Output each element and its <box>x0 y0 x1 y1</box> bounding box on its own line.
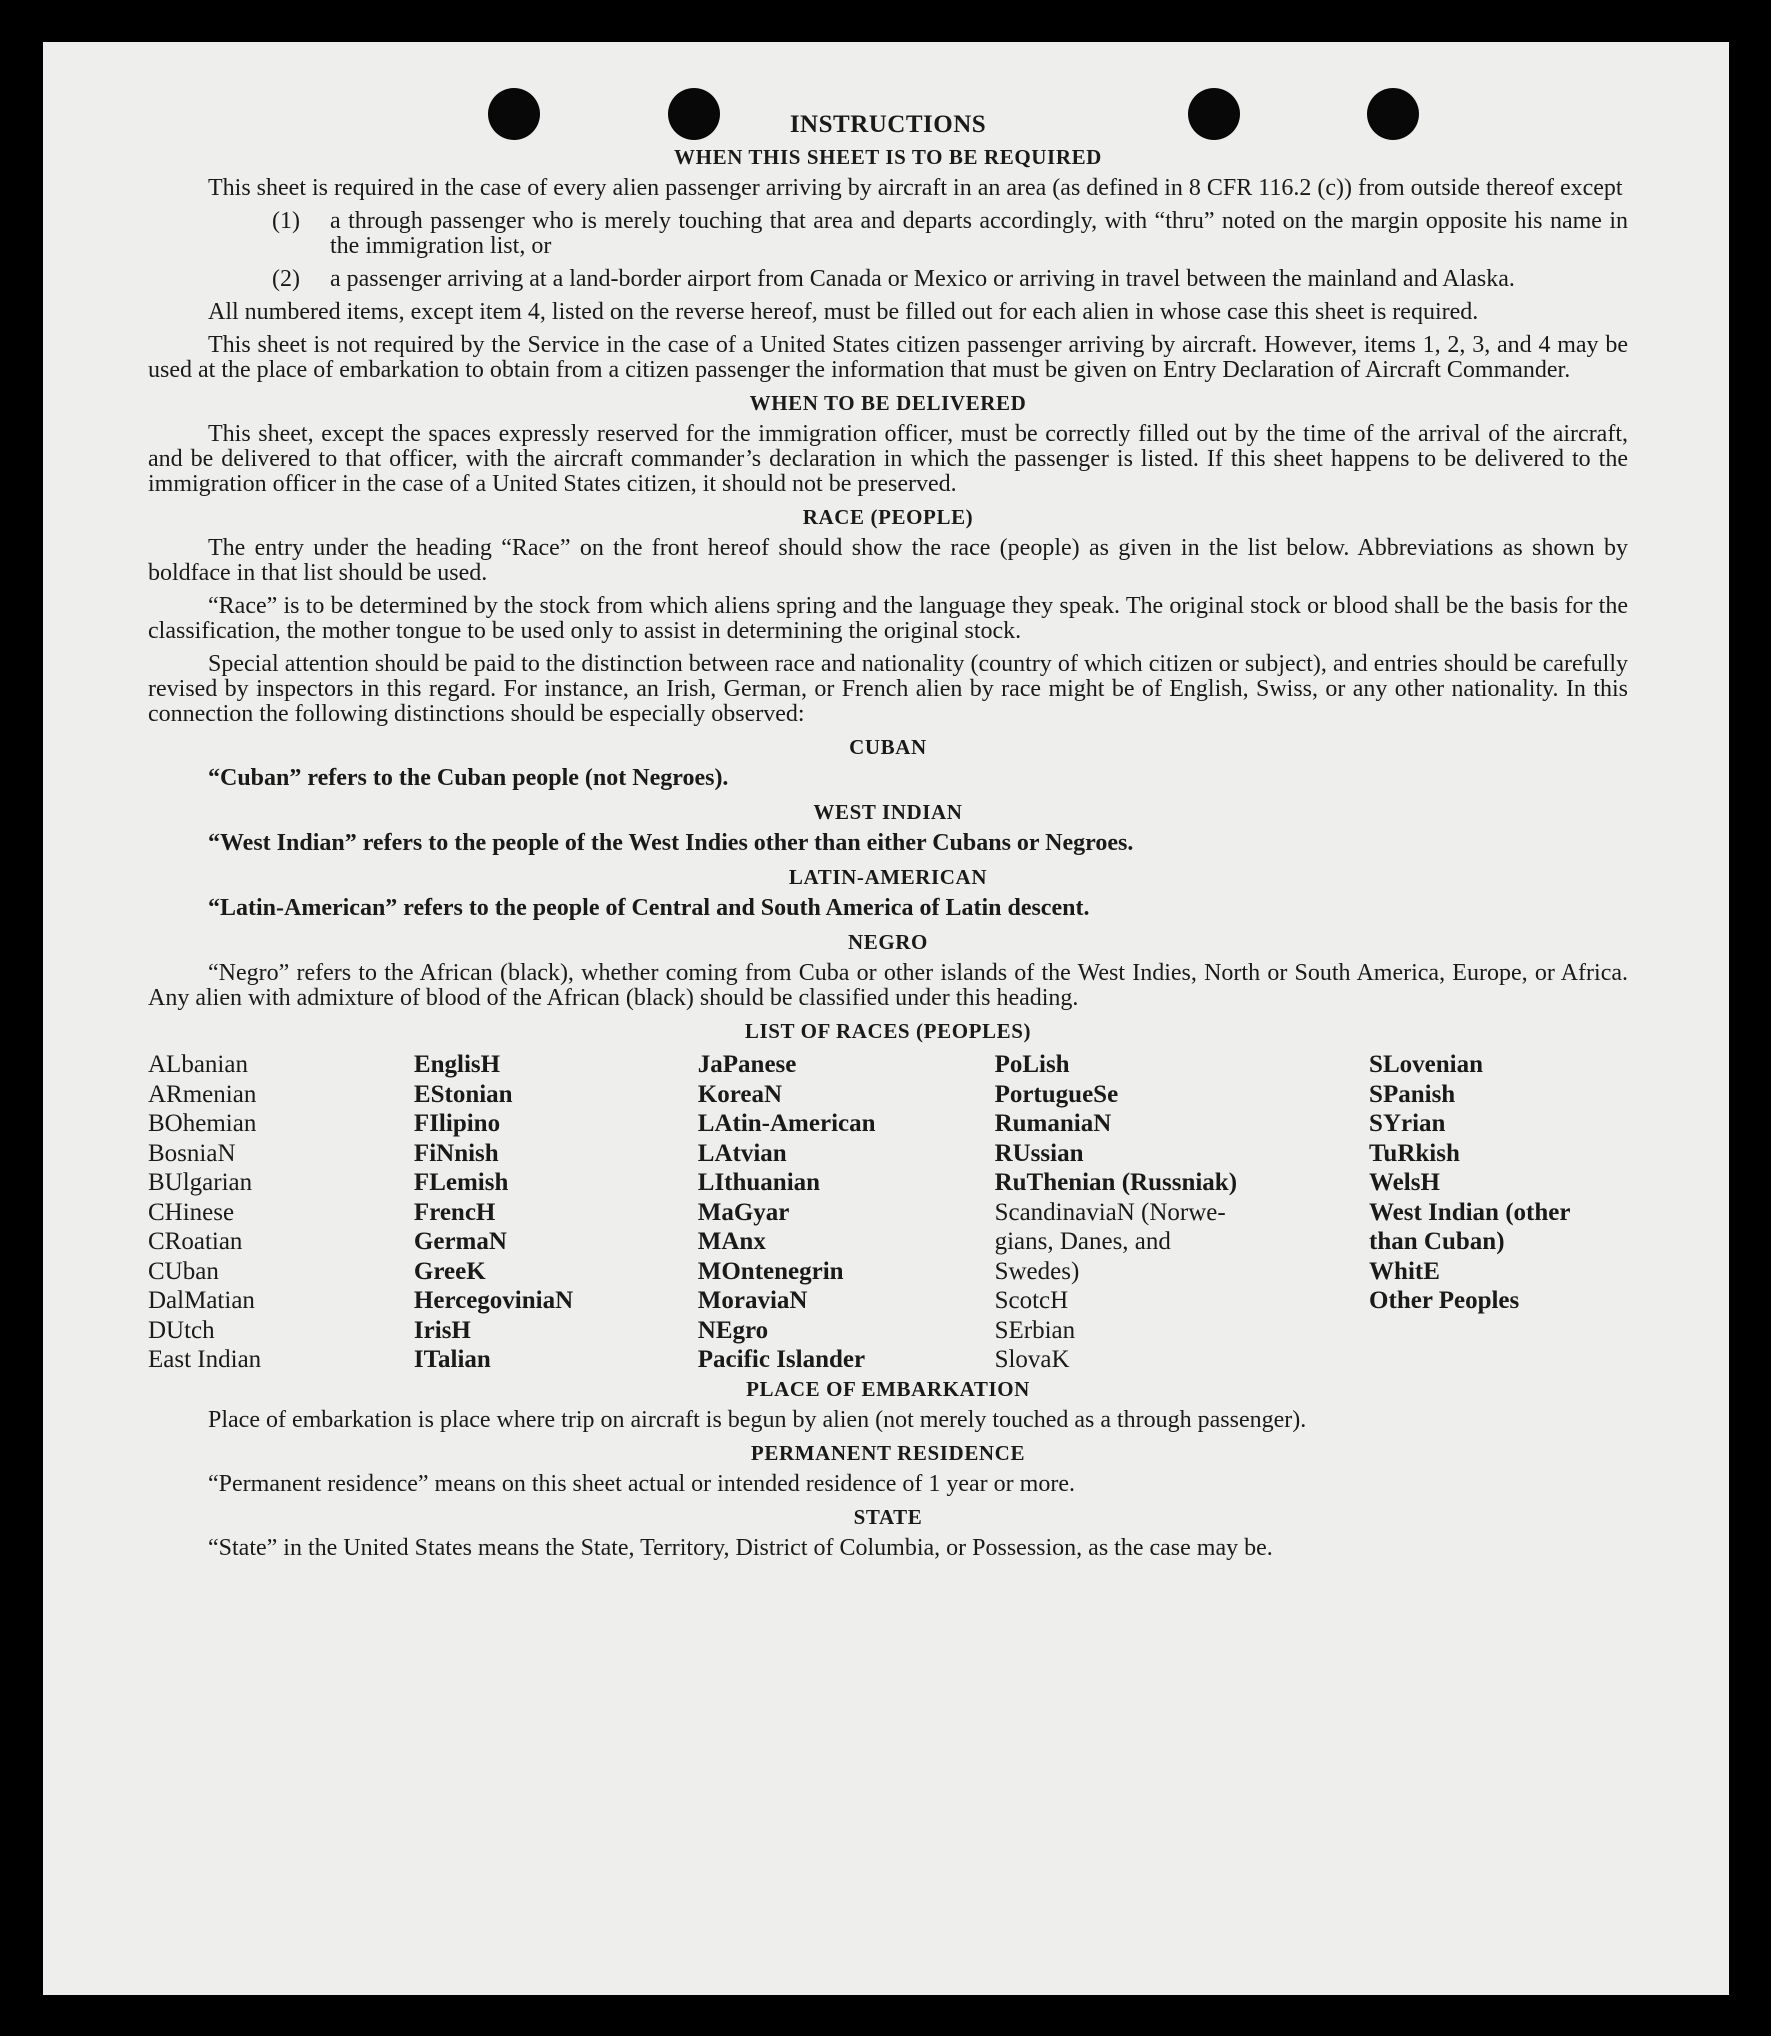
race-item: LAtin-American <box>697 1110 876 1137</box>
race-item: GreeK <box>413 1257 486 1285</box>
section-heading-west-indian: WEST INDIAN <box>813 800 963 824</box>
race-item: ALbanian <box>148 1051 248 1078</box>
race-item: ITalian <box>413 1346 491 1373</box>
race-item: SPanish <box>1369 1080 1456 1108</box>
race-item: RUssian <box>994 1139 1084 1167</box>
page-title: INSTRUCTIONS <box>789 111 987 138</box>
section-heading-residence: PERMANENT RESIDENCE <box>750 1440 1026 1465</box>
race-item: MAnx <box>697 1228 766 1255</box>
race-item: PortugueSe <box>994 1080 1119 1108</box>
list-number: (1) <box>272 208 300 234</box>
race-item: IrisH <box>413 1316 471 1344</box>
paragraph: “Permanent residence” means on this sheet actual or intended residence of 1 year or more. <box>208 1470 1075 1497</box>
race-item: East Indian <box>148 1346 262 1373</box>
section-heading-embarkation: PLACE OF EMBARKATION <box>746 1376 1030 1401</box>
race-item: ScotcH <box>994 1287 1069 1314</box>
section-heading-race-list: LIST OF RACES (PEOPLES) <box>744 1019 1032 1043</box>
race-item: MaGyar <box>697 1198 790 1226</box>
race-item: MoraviaN <box>697 1287 808 1314</box>
section-heading-race: RACE (PEOPLE) <box>802 505 974 529</box>
race-item: FiNnish <box>413 1139 499 1167</box>
race-item: EStonian <box>413 1080 513 1108</box>
race-item: CRoatian <box>148 1228 243 1255</box>
race-item: FIlipino <box>413 1110 501 1137</box>
race-item: FLemish <box>413 1169 509 1196</box>
list-text: a passenger arriving at a land-border airport from Canada or Mexico or arriving in travel between the mainland and Alaska. <box>330 266 1515 292</box>
race-item: DUtch <box>148 1316 215 1344</box>
section-heading-required: WHEN THIS SHEET IS TO BE REQUIRED <box>674 145 1102 169</box>
race-item: SLovenian <box>1369 1051 1483 1078</box>
race-column <box>698 1050 995 1375</box>
paragraph: The entry under the heading “Race” on the front hereof should show the race (people) as given in the list below. Abbreviations as shown by boldface in that list should be used. <box>148 535 1628 586</box>
race-item: LIthuanian <box>697 1169 821 1196</box>
definition-west-indian: “West Indian” refers to the people of the West Indies other than either Cubans or Negroes. <box>208 830 1134 856</box>
race-item: RumaniaN <box>994 1110 1112 1137</box>
paragraph: “Race” is to be determined by the stock from which aliens spring and the language they speak. The original stock or blood shall be the basis for the classification, the mother tongue to be used only to assist in determining the original stock. <box>148 593 1628 644</box>
list-number: (2) <box>272 266 300 292</box>
race-item: NEgro <box>697 1316 769 1344</box>
race-item: CUban <box>148 1257 219 1285</box>
race-column <box>148 1050 414 1375</box>
paragraph: All numbered items, except item 4, listed on the reverse hereof, must be filled out for each alien in whose case this sheet is required. <box>208 299 1479 325</box>
race-item: HercegoviniaN <box>413 1287 574 1314</box>
paragraph: “State” in the United States means the State, Territory, District of Columbia, or Possession, as the case may be. <box>208 1534 1273 1561</box>
race-item: WelsH <box>1369 1169 1440 1196</box>
race-item: Pacific Islander <box>697 1346 866 1373</box>
paragraph: This sheet is not required by the Service in the case of a United States citizen passenger arriving by aircraft. However, items 1, 2, 3, and 4 may be used at the place of embarkation to obtain from a citizen passenger the information that must be given on Entry Declaration of Aircraft Commander. <box>148 332 1628 383</box>
definition-negro: “Negro” refers to the African (black), whether coming from Cuba or other islands of the West Indies, North or South America, Europe, or Africa. Any alien with admixture of blood of the African (black) should be classified under this heading. <box>148 960 1628 1011</box>
race-item: West Indian (other than Cuban) <box>1369 1198 1571 1255</box>
race-item: BosniaN <box>148 1139 236 1167</box>
race-item: WhitE <box>1369 1257 1440 1285</box>
race-item: KoreaN <box>697 1080 783 1108</box>
list-text: a through passenger who is merely touching that area and departs accordingly, with “thru” noted on the margin opposite his name in the immigration list, or <box>330 208 1628 259</box>
section-heading-delivered: WHEN TO BE DELIVERED <box>749 391 1027 415</box>
race-item: EnglisH <box>413 1051 501 1078</box>
race-item: CHinese <box>148 1198 235 1226</box>
race-item: DalMatian <box>148 1287 255 1314</box>
race-item: JaPanese <box>697 1051 797 1078</box>
race-item: LAtvian <box>697 1139 787 1167</box>
race-item: BOhemian <box>148 1110 257 1137</box>
race-item: MOntenegrin <box>697 1257 844 1285</box>
race-column <box>1369 1050 1628 1375</box>
race-item: ScandinaviaN (Norwe- gians, Danes, and Swedes) <box>994 1198 1226 1285</box>
section-heading-latin-american: LATIN-AMERICAN <box>788 865 988 889</box>
paragraph: Special attention should be paid to the distinction between race and nationality (country of which citizen or subject), and entries should be carefully revised by inspectors in this regard. For instance, an Irish, German, or French alien by race might be of English, Swiss, or any other nationality. In this connection the following distinctions should be especially observed: <box>148 651 1628 727</box>
race-item: GermaN <box>413 1228 507 1255</box>
race-item: FrencH <box>413 1198 496 1226</box>
section-heading-state: STATE <box>853 1504 923 1529</box>
definition-cuban: “Cuban” refers to the Cuban people (not Negroes). <box>208 765 729 791</box>
list-item <box>272 209 1628 259</box>
section-heading-cuban: CUBAN <box>849 735 927 759</box>
race-item: ARmenian <box>148 1080 257 1108</box>
definition-latin-american: “Latin-American” refers to the people of Central and South America of Latin descent. <box>208 895 1090 921</box>
paragraph: Place of embarkation is place where trip on aircraft is begun by alien (not merely touched as a through passenger). <box>208 1406 1307 1433</box>
document-sheet <box>43 42 1729 1995</box>
section-heading-negro: NEGRO <box>847 930 928 954</box>
race-item: SlovaK <box>994 1346 1070 1373</box>
race-item: SErbian <box>994 1316 1076 1344</box>
race-item: TuRkish <box>1369 1139 1460 1167</box>
race-item: SYrian <box>1369 1110 1446 1137</box>
race-item: Other Peoples <box>1369 1287 1520 1314</box>
paragraph: This sheet is required in the case of every alien passenger arriving by aircraft in an area (as defined in 8 CFR 116.2 (c)) from outside thereof except <box>208 175 1623 201</box>
race-column <box>995 1050 1369 1375</box>
race-item: RuThenian (Russniak) <box>994 1169 1238 1196</box>
race-item: PoLish <box>994 1051 1070 1078</box>
list-item <box>272 267 1628 292</box>
paragraph: This sheet, except the spaces expressly reserved for the immigration officer, must be correctly filled out by the time of the arrival of the aircraft, and be delivered to that officer, with the aircraft commander’s declaration in which the passenger is listed. If this sheet happens to be delivered to the immigration officer in the case of a United States citizen, it should not be preserved. <box>148 421 1628 497</box>
race-list <box>148 1050 1628 1375</box>
instructions-content <box>148 112 1628 1569</box>
race-column <box>414 1050 698 1375</box>
race-item: BUlgarian <box>148 1169 253 1196</box>
